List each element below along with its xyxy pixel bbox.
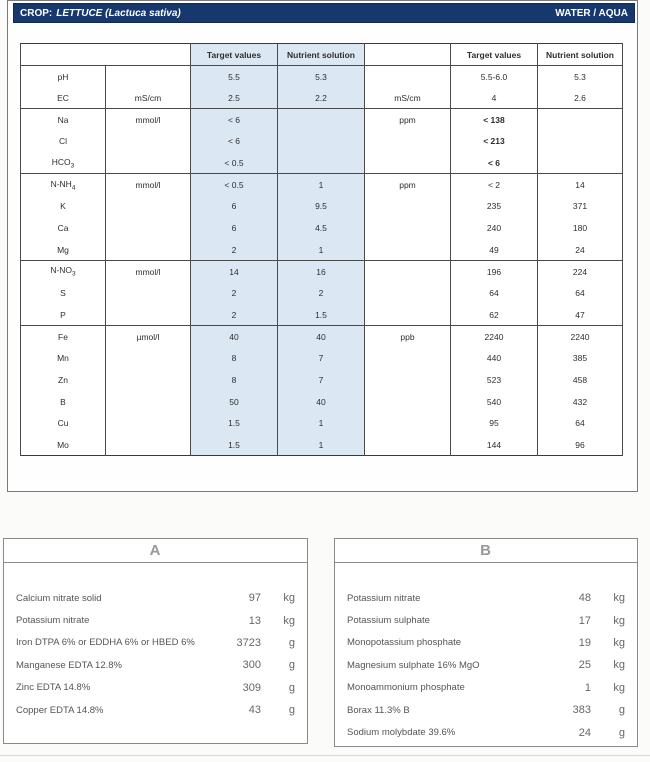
fertilizer-name: Magnesium sulphate 16% MgO (347, 659, 480, 671)
fertilizer-amount: 3723 (236, 636, 261, 649)
fertilizer-name: Potassium sulphate (347, 615, 430, 627)
nutrient-solution-cell: 24 (538, 239, 623, 261)
fertilizer-amount: 24 (578, 726, 591, 739)
unit-cell: ppm (365, 174, 451, 196)
unit-cell (365, 347, 451, 369)
fertilizer-unit: kg (613, 681, 625, 694)
fertilizer-amount: 309 (242, 681, 261, 694)
param-cell: $N-NO_3$ (21, 261, 106, 283)
nutrient-solution-cell: 458 (538, 369, 623, 391)
nutrient-solution-cell: 1 (278, 239, 365, 261)
unit-cell (106, 434, 191, 456)
unit-cell: mmol/l (106, 174, 191, 196)
target-value-cell: 440 (451, 347, 538, 369)
nutrient-solution-cell: 64 (538, 413, 623, 435)
header-target-values-left: Target values (191, 44, 278, 66)
fertilizer-amount: 1 (584, 681, 591, 694)
fertilizer-name: Monopotassium phosphate (347, 637, 462, 649)
unit-cell (106, 196, 191, 218)
unit-cell (365, 369, 451, 391)
nutrient-solution-cell: 96 (538, 434, 623, 456)
nutrient-solution-cell (538, 131, 623, 153)
target-value-cell: < 213 (451, 131, 538, 153)
target-value-cell: < 0.5 (191, 152, 278, 174)
target-value-cell: 2.5 (191, 87, 278, 109)
nutrient-solution-cell: 5.3 (278, 66, 365, 88)
param-group (21, 261, 623, 326)
nutrient-solution-cell: 180 (538, 217, 623, 239)
nutrient-solution-cell: 385 (538, 347, 623, 369)
fertilizer-row (4, 609, 307, 631)
mix-box-b (334, 538, 638, 747)
target-value-cell: < 2 (451, 174, 538, 196)
crop-label: CROP: (20, 7, 53, 19)
nutrient-solution-cell: 64 (538, 282, 623, 304)
unit-cell (106, 131, 191, 153)
nutrient-solution-cell: 1 (278, 174, 365, 196)
nutrient-solution-cell: 2240 (538, 326, 623, 348)
nutrient-solution-cell: 40 (278, 326, 365, 348)
nutrient-solution-cell: 2.6 (538, 87, 623, 109)
target-value-cell: < 6 (191, 109, 278, 131)
table-row (21, 66, 623, 88)
fertilizer-amount: 43 (248, 704, 261, 717)
fertilizer-unit: kg (283, 592, 295, 605)
values-table (20, 43, 623, 456)
fertilizer-row (335, 677, 637, 699)
table-row (21, 369, 623, 391)
target-value-cell: 196 (451, 261, 538, 283)
unit-cell (106, 413, 191, 435)
nutrient-solution-cell (538, 109, 623, 131)
param-cell: pH (21, 66, 106, 88)
param-cell: S (21, 282, 106, 304)
unit-cell: mS/cm (365, 87, 451, 109)
target-value-cell: 5.5 (191, 66, 278, 88)
mix-box-b-title: B (335, 539, 637, 563)
table-row (21, 391, 623, 413)
fertilizer-unit: kg (613, 659, 625, 672)
fertilizer-unit: g (618, 704, 625, 717)
table-row (21, 304, 623, 326)
table-row (21, 261, 623, 283)
target-value-cell: 14 (191, 261, 278, 283)
unit-cell (106, 304, 191, 326)
unit-cell (365, 66, 451, 88)
crop-title (20, 8, 181, 19)
nutrient-solution-cell (278, 109, 365, 131)
target-value-cell: 49 (451, 239, 538, 261)
unit-cell (365, 261, 451, 283)
target-value-cell: 540 (451, 391, 538, 413)
fertilizer-name: Borax 11.3% B (347, 704, 410, 716)
nutrient-solution-cell (278, 131, 365, 153)
fertilizer-amount: 383 (572, 704, 591, 717)
target-value-cell: 6 (191, 196, 278, 218)
target-value-cell: 523 (451, 369, 538, 391)
table-row (21, 347, 623, 369)
nutrient-solution-cell: 16 (278, 261, 365, 283)
target-value-cell: 2 (191, 282, 278, 304)
target-value-cell: 64 (451, 282, 538, 304)
target-value-cell: < 138 (451, 109, 538, 131)
fertilizer-row (4, 632, 307, 654)
nutrient-solution-cell: 40 (278, 391, 365, 413)
target-value-cell: 144 (451, 434, 538, 456)
unit-cell: mmol/l (106, 261, 191, 283)
nutrient-solution-cell: 371 (538, 196, 623, 218)
unit-cell (365, 434, 451, 456)
fertilizer-amount: 97 (248, 592, 261, 605)
header-nutrient-solution-left: Nutrient solution (278, 44, 365, 66)
fertilizer-amount: 300 (242, 659, 261, 672)
unit-cell (365, 413, 451, 435)
water-label: WATER / AQUA (555, 7, 628, 19)
table-row (21, 109, 623, 131)
target-value-cell: 62 (451, 304, 538, 326)
target-value-cell: 2 (191, 239, 278, 261)
param-group (21, 109, 623, 174)
unit-cell (365, 239, 451, 261)
table-row (21, 87, 623, 109)
param-group (21, 174, 623, 261)
unit-cell (106, 152, 191, 174)
fertilizer-name: Zinc EDTA 14.8% (16, 682, 91, 694)
param-cell: Fe (21, 326, 106, 348)
param-cell: Mg (21, 239, 106, 261)
nutrient-solution-cell (278, 152, 365, 174)
fertilizer-name: Iron DTPA 6% or EDDHA 6% or HBED 6% (16, 637, 195, 649)
target-value-cell: 40 (191, 326, 278, 348)
fertilizer-unit: g (288, 704, 295, 717)
unit-cell: mS/cm (106, 87, 191, 109)
fertilizer-unit: g (618, 726, 625, 739)
bottom-divider (0, 755, 650, 756)
table-row (21, 196, 623, 218)
unit-cell: ppm (365, 109, 451, 131)
param-cell: K (21, 196, 106, 218)
target-value-cell: 95 (451, 413, 538, 435)
unit-cell (106, 217, 191, 239)
table-row (21, 217, 623, 239)
fertilizer-name: Sodium molybdate 39.6% (347, 727, 456, 739)
param-group (21, 326, 623, 456)
nutrient-solution-cell: 9.5 (278, 196, 365, 218)
target-value-cell: 1.5 (191, 434, 278, 456)
table-row (21, 174, 623, 196)
nutrient-solution-cell: 1 (278, 434, 365, 456)
nutrient-solution-cell: 5.3 (538, 66, 623, 88)
fertilizer-amount: 19 (578, 636, 591, 649)
param-cell: Mo (21, 434, 106, 456)
unit-cell (365, 304, 451, 326)
mix-box-b-list (335, 563, 637, 744)
table-header (21, 44, 623, 66)
fertilizer-amount: 48 (578, 592, 591, 605)
unit-cell (106, 391, 191, 413)
fertilizer-row (335, 609, 637, 631)
table-row (21, 413, 623, 435)
param-cell: $N-NH_4$ (21, 174, 106, 196)
fertilizer-unit: kg (613, 636, 625, 649)
unit-cell: mmol/l (106, 109, 191, 131)
fertilizer-row (4, 677, 307, 699)
unit-cell (106, 347, 191, 369)
target-value-cell: 6 (191, 217, 278, 239)
param-cell: Zn (21, 369, 106, 391)
nutrient-solution-cell: 1 (278, 413, 365, 435)
fertilizer-unit: kg (283, 614, 295, 627)
unit-cell (106, 66, 191, 88)
fertilizer-row (4, 699, 307, 721)
unit-cell (106, 239, 191, 261)
unit-cell (365, 131, 451, 153)
target-value-cell: 8 (191, 347, 278, 369)
param-cell: B (21, 391, 106, 413)
unit-cell (365, 217, 451, 239)
nutrient-solution-cell: 224 (538, 261, 623, 283)
nutrient-solution-cell: 7 (278, 347, 365, 369)
target-value-cell: 235 (451, 196, 538, 218)
target-value-cell: 1.5 (191, 413, 278, 435)
target-value-cell: < 0.5 (191, 174, 278, 196)
nutrient-solution-cell: 2 (278, 282, 365, 304)
fertilizer-unit: g (288, 636, 295, 649)
fertilizer-unit: kg (613, 592, 625, 605)
unit-cell: ppb (365, 326, 451, 348)
fertilizer-name: Monoammonium phosphate (347, 682, 465, 694)
report-frame (7, 0, 638, 492)
target-value-cell: 5.5-6.0 (451, 66, 538, 88)
target-value-cell: 240 (451, 217, 538, 239)
mix-box-a (3, 538, 308, 744)
fertilizer-unit: g (288, 681, 295, 694)
target-value-cell: 2 (191, 304, 278, 326)
param-group (21, 66, 623, 109)
header-target-values-right: Target values (451, 44, 538, 66)
header-blank-cell (21, 44, 191, 66)
fertilizer-row (335, 632, 637, 654)
param-cell: Cu (21, 413, 106, 435)
crop-name: LETTUCE (Lactuca sativa) (56, 7, 181, 19)
param-cell: Cl (21, 131, 106, 153)
fertilizer-row (335, 721, 637, 743)
nutrient-solution-cell: 2.2 (278, 87, 365, 109)
fertilizer-name: Calcium nitrate solid (16, 592, 102, 604)
nutrient-solution-cell (538, 152, 623, 174)
unit-cell (365, 152, 451, 174)
unit-cell: µmol/l (106, 326, 191, 348)
fertilizer-amount: 17 (578, 614, 591, 627)
nutrient-solution-cell: 432 (538, 391, 623, 413)
fertilizer-name: Potassium nitrate (347, 592, 421, 604)
fertilizer-amount: 13 (248, 614, 261, 627)
target-value-cell: < 6 (191, 131, 278, 153)
param-cell: P (21, 304, 106, 326)
fertilizer-name: Copper EDTA 14.8% (16, 704, 104, 716)
unit-cell (365, 391, 451, 413)
param-cell: Na (21, 109, 106, 131)
nutrient-solution-cell: 7 (278, 369, 365, 391)
fertilizer-unit: g (288, 659, 295, 672)
fertilizer-name: Potassium nitrate (16, 615, 90, 627)
param-cell: $HCO_3$ (21, 152, 106, 174)
table-row (21, 152, 623, 174)
fertilizer-amount: 25 (578, 659, 591, 672)
fertilizer-name: Manganese EDTA 12.8% (16, 659, 122, 671)
nutrient-solution-cell: 47 (538, 304, 623, 326)
fertilizer-row (4, 587, 307, 609)
target-value-cell: 2240 (451, 326, 538, 348)
table-row (21, 282, 623, 304)
fertilizer-row (335, 699, 637, 721)
header-nutrient-solution-right: Nutrient solution (538, 44, 623, 66)
header-row (21, 44, 623, 66)
fertilizer-row (4, 654, 307, 676)
param-cell: Mn (21, 347, 106, 369)
mix-box-a-title: A (4, 539, 307, 563)
unit-cell (106, 369, 191, 391)
table-row (21, 131, 623, 153)
nutrient-solution-cell: 1.5 (278, 304, 365, 326)
nutrient-solution-cell: 4.5 (278, 217, 365, 239)
param-cell: Ca (21, 217, 106, 239)
nutrient-solution-cell: 14 (538, 174, 623, 196)
unit-cell (106, 282, 191, 304)
fertilizer-row (335, 654, 637, 676)
target-value-cell: < 6 (451, 152, 538, 174)
param-cell: EC (21, 87, 106, 109)
unit-cell (365, 196, 451, 218)
table-row (21, 239, 623, 261)
target-value-cell: 50 (191, 391, 278, 413)
fertilizer-row (335, 587, 637, 609)
mix-box-a-list (4, 563, 307, 721)
header-blank-unit-cell (365, 44, 451, 66)
table-row (21, 434, 623, 456)
fertilizer-unit: kg (613, 614, 625, 627)
target-value-cell: 8 (191, 369, 278, 391)
unit-cell (365, 282, 451, 304)
target-value-cell: 4 (451, 87, 538, 109)
title-bar (13, 3, 635, 23)
table-row (21, 326, 623, 348)
